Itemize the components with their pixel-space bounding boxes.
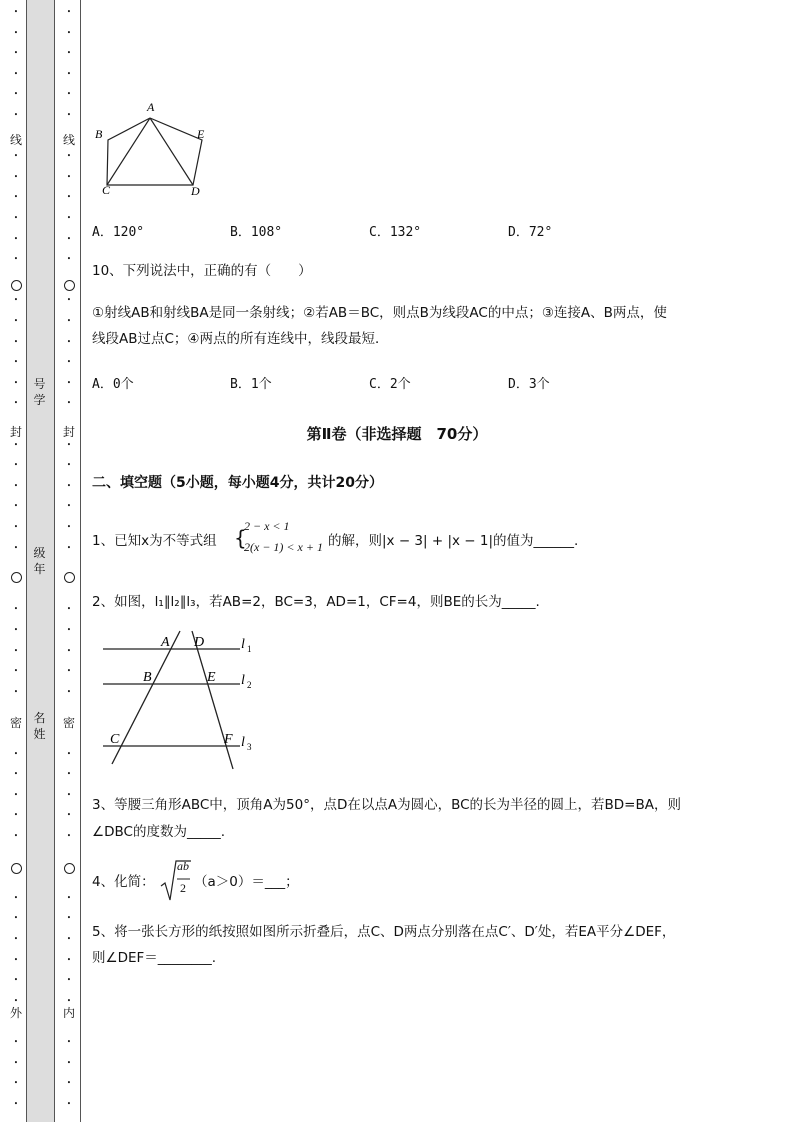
cut-line-dot: • (66, 1038, 72, 1046)
cut-line-dot: • (13, 317, 19, 325)
outer-circle-mark (11, 572, 22, 583)
cut-line-dot: • (13, 214, 19, 222)
cut-line-dot: • (66, 667, 72, 676)
cut-line-dot: • (13, 399, 19, 408)
cut-line-dot: • (66, 28, 72, 37)
cut-line-dot: • (13, 461, 19, 470)
cut-line-dot: • (66, 811, 72, 820)
cut-line-dot: • (13, 667, 19, 676)
cut-line-dot: • (66, 935, 72, 943)
cut-line-dot: • (13, 193, 19, 202)
outer-seal-char: 线 (9, 133, 22, 147)
cut-line-dot: • (13, 1038, 19, 1046)
part-title: 二、填空题（5小题，每小题4分，共计20分） (92, 475, 383, 491)
cut-line-dot: • (66, 440, 72, 449)
label-D: D (191, 184, 200, 198)
cut-line-dot: • (13, 626, 19, 634)
cut-line-dot: • (13, 8, 19, 16)
outer-circle-mark (11, 863, 22, 874)
inner-circle-mark (64, 280, 75, 291)
f3-line2: ∠DBC的度数为_____. (92, 824, 225, 840)
cut-line-dot: • (13, 790, 19, 799)
cut-line-dot: • (13, 111, 19, 119)
cut-line-dot: • (66, 8, 72, 16)
cut-line-dot: • (13, 358, 19, 367)
inner-seal-char: 密 (62, 716, 75, 730)
cut-line-dot: • (13, 1079, 19, 1088)
cut-line-dot: • (66, 1079, 72, 1088)
cut-line-dot: • (13, 296, 19, 305)
cut-line-dot: • (66, 49, 72, 58)
cut-line-dot: • (13, 811, 19, 820)
f3-line1: 3、等腰三角形ABC中，顶角A为50°，点D在以点A为圆心，BC的长为半径的圆上，若BD=BA，则 (92, 797, 681, 813)
cut-line-dot: • (13, 976, 19, 985)
cut-line-dot: • (66, 605, 72, 614)
label-F: F (224, 732, 233, 747)
label-C: C (102, 183, 111, 197)
label-E: E (207, 670, 216, 685)
margin-divider (80, 0, 81, 1122)
sub-3: 3 (247, 742, 252, 752)
cut-line-dot: • (13, 337, 19, 346)
sub-2: 2 (247, 680, 252, 690)
cut-line-dot: • (66, 1058, 72, 1067)
label-D: D (194, 635, 205, 650)
fraction-denominator: 2 (180, 881, 186, 895)
cut-line-dot: • (13, 955, 19, 964)
cut-line-dot: • (13, 502, 19, 511)
cut-line-dot: • (66, 234, 72, 243)
cut-line-dot: • (66, 1099, 72, 1108)
cut-line-dot: • (66, 358, 72, 367)
label-C: C (110, 732, 120, 747)
inner-seal-char: 封 (62, 425, 75, 439)
q10-stem: 10、下列说法中，正确的有（ ） (92, 263, 312, 279)
cut-line-dot: • (13, 543, 19, 552)
field-grade: 级 年 (33, 546, 46, 576)
q10-line2: 线段AB过点C；④两点的所有连线中，线段最短． (92, 331, 389, 347)
cut-line-dot: • (66, 523, 72, 531)
outer-seal-char: 密 (9, 716, 22, 730)
cut-line-dot: • (66, 749, 72, 758)
cut-line-dot: • (13, 378, 19, 387)
cut-line-dot: • (13, 234, 19, 243)
cut-line-dot: • (13, 255, 19, 264)
cut-line-dot: • (66, 399, 72, 408)
cut-line-dot: • (66, 687, 72, 696)
cut-line-dot: • (13, 914, 19, 923)
cut-line-dot: • (66, 172, 72, 181)
option-b: B．1个 (230, 377, 272, 392)
cut-line-dot: • (66, 481, 72, 490)
label-l3: l (241, 735, 245, 750)
cut-line-dot: • (66, 337, 72, 346)
cut-line-dot: • (66, 646, 72, 655)
option-b: B．108° (230, 225, 283, 240)
label-A: A (161, 635, 170, 650)
cut-line-dot: • (66, 914, 72, 923)
f1-prefix: 1、已知x为不等式组 (92, 533, 217, 549)
label-l2: l (241, 673, 245, 688)
cut-line-dot: • (66, 378, 72, 387)
parallel-lines-figure (100, 628, 260, 770)
cut-line-dot: • (66, 296, 72, 305)
cut-line-dot: • (13, 172, 19, 181)
f4-prefix: 4、化简： (92, 874, 155, 890)
cut-line-dot: • (66, 996, 72, 1005)
field-name: 名 姓 (33, 711, 46, 741)
f5-line1: 5、将一张长方形的纸按照如图所示折叠后，点C、D两点分别落在点C′、D′处，若EA平分∠DEF， (92, 924, 676, 940)
cut-line-dot: • (66, 893, 72, 902)
label-A: A (147, 100, 155, 114)
cut-line-dot: • (66, 90, 72, 99)
cut-line-dot: • (13, 687, 19, 696)
field-student-id: 号 学 (33, 377, 46, 407)
cut-line-dot: • (13, 1058, 19, 1067)
inequality-2: 2(x − 1) < x + 1 (244, 540, 323, 554)
cut-line-dot: • (66, 152, 72, 161)
label-l1: l (241, 637, 245, 652)
cut-line-dot: • (13, 49, 19, 58)
cut-line-dot: • (66, 976, 72, 985)
cut-line-dot: • (13, 69, 19, 78)
cut-line-dot: • (66, 790, 72, 799)
inequality-1: 2 − x < 1 (244, 519, 290, 533)
cut-line-dot: • (66, 543, 72, 552)
inner-seal-char: 线 (62, 133, 75, 147)
inner-circle-mark (64, 863, 75, 874)
option-d: D．72° (508, 225, 553, 240)
label-B: B (95, 127, 103, 141)
brace: { (234, 526, 247, 550)
inner-dot-column (62, 0, 76, 1123)
cut-line-dot: • (66, 111, 72, 119)
cut-line-dot: • (13, 28, 19, 37)
cut-line-dot: • (66, 832, 72, 840)
outer-dot-column (9, 0, 23, 1123)
cut-line-dot: • (13, 523, 19, 531)
cut-line-dot: • (66, 69, 72, 78)
cut-line-dot: • (13, 440, 19, 449)
cut-line-dot: • (66, 317, 72, 325)
cut-line-dot: • (13, 935, 19, 943)
sub-1: 1 (247, 644, 252, 654)
cut-line-dot: • (13, 481, 19, 490)
cut-line-dot: • (66, 626, 72, 634)
label-E: E (197, 127, 205, 141)
fraction-numerator: ab (177, 859, 189, 873)
f1-suffix: 的解，则|x − 3| + |x − 1|的值为______. (328, 533, 579, 549)
cut-line-dot: • (13, 1099, 19, 1108)
inner-seal-char: 内 (62, 1006, 75, 1020)
cut-line-dot: • (13, 646, 19, 655)
f4-suffix: （a＞0）＝___； (194, 874, 299, 890)
option-a: A．0个 (92, 377, 134, 392)
cut-line-dot: • (13, 152, 19, 161)
cut-line-dot: • (66, 255, 72, 264)
option-c: C．2个 (369, 377, 411, 392)
cut-line-dot: • (13, 749, 19, 758)
cut-line-dot: • (66, 502, 72, 511)
option-c: C．132° (369, 225, 422, 240)
cut-line-dot: • (13, 832, 19, 840)
cut-line-dot: • (66, 461, 72, 470)
pentagon-figure (90, 98, 220, 200)
option-d: D．3个 (508, 377, 550, 392)
cut-line-dot: • (66, 770, 72, 779)
f2-text: 2、如图，l₁∥l₂∥l₃，若AB=2，BC=3，AD=1，CF=4，则BE的长为_____. (92, 594, 540, 610)
cut-line-dot: • (13, 605, 19, 614)
outer-circle-mark (11, 280, 22, 291)
cut-line-dot: • (13, 90, 19, 99)
outer-seal-char: 封 (9, 425, 22, 439)
cut-line-dot: • (66, 955, 72, 964)
cut-line-dot: • (13, 770, 19, 779)
cut-line-dot: • (66, 193, 72, 202)
inner-circle-mark (64, 572, 75, 583)
outer-seal-char: 外 (9, 1006, 22, 1020)
section-title: 第Ⅱ卷（非选择题 70分） (306, 425, 488, 443)
q10-line1: ①射线AB和射线BA是同一条射线；②若AB＝BC，则点B为线段AC的中点；③连接A、B两点，使 (92, 305, 667, 321)
f5-line2: 则∠DEF＝________. (92, 950, 217, 966)
cut-line-dot: • (66, 214, 72, 222)
cut-line-dot: • (13, 996, 19, 1005)
option-a: A．120° (92, 225, 145, 240)
label-B: B (143, 670, 152, 685)
cut-line-dot: • (13, 893, 19, 902)
